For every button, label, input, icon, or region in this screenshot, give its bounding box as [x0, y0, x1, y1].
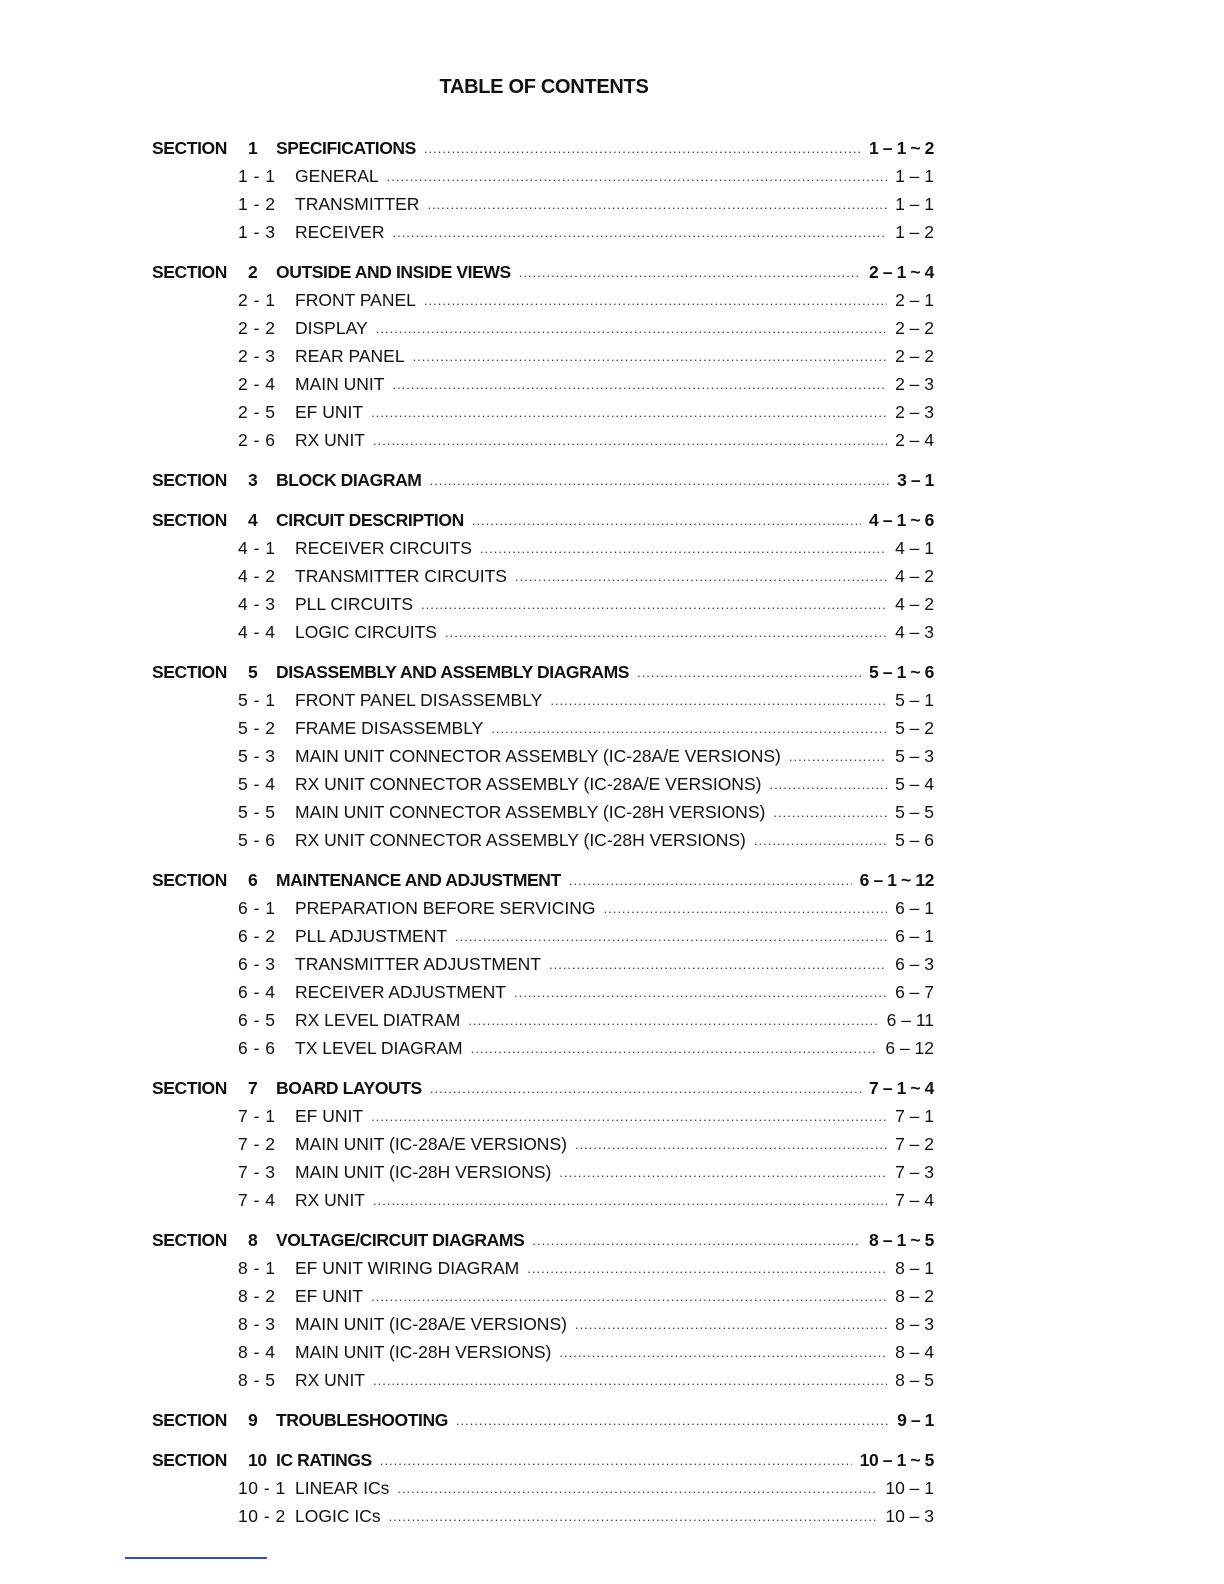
leader-dots: [389, 1509, 878, 1524]
subsection-number: 6 - 5: [238, 1009, 276, 1030]
toc-subsection-entry[interactable]: [152, 342, 934, 370]
subsection-title: FRONT PANEL DISASSEMBLY: [295, 689, 543, 710]
subsection-page: 5 – 5: [895, 801, 934, 822]
subsection-title: PLL ADJUSTMENT: [295, 925, 448, 946]
subsection-number: 4 - 3: [238, 593, 276, 614]
subsection-page: 4 – 3: [895, 621, 934, 642]
subsection-page: 8 – 3: [895, 1313, 934, 1334]
section-page-range: 9 – 1: [897, 1409, 934, 1430]
leader-dots: [472, 513, 861, 528]
toc-section-entry[interactable]: [152, 506, 934, 534]
section-page-range: 5 – 1 ~ 6: [869, 661, 934, 682]
subsection-page: 2 – 1: [895, 289, 934, 310]
leader-dots: [392, 225, 887, 240]
section-number: 10: [248, 1449, 267, 1470]
toc-subsection-entry[interactable]: [152, 1006, 934, 1034]
subsection-number: 4 - 2: [238, 565, 276, 586]
footer-rule: [125, 1557, 267, 1559]
toc-section-entry[interactable]: [152, 258, 934, 286]
toc-section-entry[interactable]: [152, 1446, 934, 1474]
subsection-title: EF UNIT: [295, 401, 364, 422]
subsection-page: 1 – 1: [895, 193, 934, 214]
subsection-page: 10 – 3: [885, 1505, 934, 1526]
toc-subsection-entry[interactable]: [152, 1130, 934, 1158]
subsection-number: 6 - 6: [238, 1037, 276, 1058]
section-number: 2: [248, 261, 258, 282]
subsection-page: 5 – 2: [895, 717, 934, 738]
subsection-title: EF UNIT: [295, 1285, 364, 1306]
subsection-page: 8 – 5: [895, 1369, 934, 1390]
leader-dots: [769, 777, 887, 792]
subsection-page: 5 – 1: [895, 689, 934, 710]
subsection-page: 6 – 1: [895, 897, 934, 918]
subsection-page: 8 – 2: [895, 1285, 934, 1306]
subsection-page: 5 – 3: [895, 745, 934, 766]
subsection-number: 7 - 4: [238, 1189, 276, 1210]
subsection-title: TRANSMITTER CIRCUITS: [295, 565, 507, 586]
toc-subsection-entry[interactable]: [152, 190, 934, 218]
leader-dots: [754, 833, 887, 848]
toc-subsection-entry[interactable]: [152, 426, 934, 454]
leader-dots: [373, 433, 887, 448]
leader-dots: [371, 1109, 887, 1124]
subsection-number: 2 - 6: [238, 429, 276, 450]
leader-dots: [789, 749, 887, 764]
section-page-range: 6 – 1 ~ 12: [859, 869, 934, 890]
toc-subsection-entry[interactable]: [152, 562, 934, 590]
leader-dots: [445, 625, 887, 640]
subsection-page: 7 – 4: [895, 1189, 934, 1210]
subsection-number: 10 - 1: [238, 1477, 286, 1498]
toc-subsection-entry[interactable]: [152, 686, 934, 714]
subsection-number: 2 - 1: [238, 289, 276, 310]
toc-subsection-entry[interactable]: [152, 714, 934, 742]
toc-subsection-entry[interactable]: [152, 1338, 934, 1366]
subsection-title: TRANSMITTER: [295, 193, 420, 214]
leader-dots: [549, 957, 887, 972]
subsection-number: 6 - 2: [238, 925, 276, 946]
subsection-title: RX UNIT: [295, 429, 365, 450]
subsection-number: 8 - 5: [238, 1369, 276, 1390]
section-page-range: 10 – 1 ~ 5: [859, 1449, 934, 1470]
subsection-title: GENERAL: [295, 165, 379, 186]
leader-dots: [519, 265, 861, 280]
section-number: 8: [248, 1229, 258, 1250]
subsection-title: LINEAR ICs: [295, 1477, 390, 1498]
section-label: SECTION: [152, 661, 227, 682]
toc-subsection-entry[interactable]: [152, 534, 934, 562]
toc-subsection-entry[interactable]: [152, 162, 934, 190]
leader-dots: [550, 693, 887, 708]
subsection-page: 2 – 4: [895, 429, 934, 450]
subsection-number: 5 - 6: [238, 829, 276, 850]
toc-section-entry[interactable]: [152, 134, 934, 162]
subsection-number: 8 - 4: [238, 1341, 276, 1362]
leader-dots: [575, 1137, 887, 1152]
leader-dots: [421, 597, 887, 612]
leader-dots: [371, 405, 887, 420]
section-number: 7: [248, 1077, 258, 1098]
subsection-page: 1 – 1: [895, 165, 934, 186]
subsection-page: 6 – 7: [895, 981, 934, 1002]
toc-section-entry[interactable]: [152, 866, 934, 894]
section-label: SECTION: [152, 469, 227, 490]
subsection-page: 5 – 4: [895, 773, 934, 794]
toc-section-entry[interactable]: [152, 1226, 934, 1254]
subsection-title: MAIN UNIT: [295, 373, 385, 394]
toc-subsection-entry[interactable]: [152, 1282, 934, 1310]
section-title: DISASSEMBLY AND ASSEMBLY DIAGRAMS: [276, 661, 630, 682]
subsection-title: DISPLAY: [295, 317, 368, 338]
subsection-title: FRAME DISASSEMBLY: [295, 717, 484, 738]
subsection-page: 10 – 1: [885, 1477, 934, 1498]
subsection-number: 5 - 1: [238, 689, 276, 710]
section-title: BOARD LAYOUTS: [276, 1077, 422, 1098]
subsection-number: 8 - 2: [238, 1285, 276, 1306]
toc-section-entry[interactable]: [152, 1406, 934, 1434]
toc-section-entry[interactable]: [152, 466, 934, 494]
subsection-title: MAIN UNIT (IC-28A/E VERSIONS): [295, 1133, 567, 1154]
subsection-number: 4 - 1: [238, 537, 276, 558]
subsection-title: LOGIC ICs: [295, 1505, 381, 1526]
leader-dots: [373, 1193, 887, 1208]
section-label: SECTION: [152, 261, 227, 282]
subsection-title: REAR PANEL: [295, 345, 405, 366]
toc-subsection-entry[interactable]: [152, 590, 934, 618]
toc-subsection-entry[interactable]: [152, 1474, 934, 1502]
section-label: SECTION: [152, 1229, 227, 1250]
section-number: 6: [248, 869, 258, 890]
section-page-range: 2 – 1 ~ 4: [869, 261, 934, 282]
leader-dots: [603, 901, 887, 916]
subsection-page: 6 – 12: [885, 1037, 934, 1058]
leader-dots: [468, 1013, 878, 1028]
section-label: SECTION: [152, 137, 227, 158]
toc-subsection-entry[interactable]: [152, 398, 934, 426]
leader-dots: [380, 1453, 852, 1468]
subsection-number: 2 - 3: [238, 345, 276, 366]
subsection-page: 2 – 2: [895, 317, 934, 338]
subsection-title: FRONT PANEL: [295, 289, 416, 310]
leader-dots: [427, 197, 887, 212]
toc-subsection-entry[interactable]: [152, 1186, 934, 1214]
toc-subsection-entry[interactable]: [152, 218, 934, 246]
subsection-title: RX UNIT: [295, 1369, 365, 1390]
subsection-number: 8 - 1: [238, 1257, 276, 1278]
subsection-number: 7 - 2: [238, 1133, 276, 1154]
section-number: 1: [248, 137, 258, 158]
section-label: SECTION: [152, 1077, 227, 1098]
leader-dots: [480, 541, 887, 556]
toc-subsection-entry[interactable]: [152, 370, 934, 398]
leader-dots: [575, 1317, 887, 1332]
subsection-page: 2 – 3: [895, 373, 934, 394]
subsection-title: TX LEVEL DIAGRAM: [295, 1037, 463, 1058]
leader-dots: [371, 1289, 887, 1304]
leader-dots: [424, 141, 861, 156]
section-number: 9: [248, 1409, 258, 1430]
subsection-title: MAIN UNIT CONNECTOR ASSEMBLY (IC-28A/E VERSIONS): [295, 745, 781, 766]
subsection-title: PREPARATION BEFORE SERVICING: [295, 897, 596, 918]
subsection-title: MAIN UNIT (IC-28A/E VERSIONS): [295, 1313, 567, 1334]
subsection-number: 1 - 3: [238, 221, 276, 242]
leader-dots: [569, 873, 852, 888]
toc-section-entry[interactable]: [152, 658, 934, 686]
section-number: 4: [248, 509, 258, 530]
section-title: IC RATINGS: [276, 1449, 372, 1470]
toc-subsection-entry[interactable]: [152, 1366, 934, 1394]
subsection-title: MAIN UNIT (IC-28H VERSIONS): [295, 1161, 552, 1182]
subsection-page: 4 – 2: [895, 593, 934, 614]
subsection-page: 4 – 2: [895, 565, 934, 586]
subsection-number: 4 - 4: [238, 621, 276, 642]
subsection-title: RECEIVER ADJUSTMENT: [295, 981, 506, 1002]
leader-dots: [471, 1041, 878, 1056]
leader-dots: [527, 1261, 887, 1276]
table-of-contents: [152, 134, 934, 1530]
leader-dots: [392, 377, 887, 392]
leader-dots: [413, 349, 887, 364]
subsection-number: 1 - 2: [238, 193, 276, 214]
leader-dots: [430, 1081, 861, 1096]
toc-subsection-entry[interactable]: [152, 1034, 934, 1062]
leader-dots: [424, 293, 887, 308]
toc-subsection-entry[interactable]: [152, 950, 934, 978]
leader-dots: [515, 569, 887, 584]
leader-dots: [559, 1165, 887, 1180]
toc-subsection-entry[interactable]: [152, 742, 934, 770]
subsection-page: 2 – 2: [895, 345, 934, 366]
toc-subsection-entry[interactable]: [152, 770, 934, 798]
section-number: 3: [248, 469, 258, 490]
subsection-title: EF UNIT: [295, 1105, 364, 1126]
toc-subsection-entry[interactable]: [152, 798, 934, 826]
section-label: SECTION: [152, 869, 227, 890]
section-label: SECTION: [152, 509, 227, 530]
section-label: SECTION: [152, 1409, 227, 1430]
leader-dots: [532, 1233, 861, 1248]
leader-dots: [373, 1373, 887, 1388]
leader-dots: [773, 805, 887, 820]
subsection-number: 2 - 2: [238, 317, 276, 338]
section-title: OUTSIDE AND INSIDE VIEWS: [276, 261, 511, 282]
section-page-range: 1 – 1 ~ 2: [869, 137, 934, 158]
subsection-number: 2 - 4: [238, 373, 276, 394]
page-title: TABLE OF CONTENTS: [439, 76, 649, 98]
subsection-page: 5 – 6: [895, 829, 934, 850]
subsection-page: 1 – 2: [895, 221, 934, 242]
subsection-page: 7 – 2: [895, 1133, 934, 1154]
leader-dots: [456, 1413, 889, 1428]
subsection-number: 6 - 3: [238, 953, 276, 974]
toc-subsection-entry[interactable]: [152, 286, 934, 314]
section-title: CIRCUIT DESCRIPTION: [276, 509, 464, 530]
subsection-title: RX LEVEL DIATRAM: [295, 1009, 461, 1030]
subsection-title: RECEIVER: [295, 221, 385, 242]
section-title: BLOCK DIAGRAM: [276, 469, 422, 490]
toc-subsection-entry[interactable]: [152, 894, 934, 922]
leader-dots: [429, 473, 889, 488]
subsection-title: MAIN UNIT (IC-28H VERSIONS): [295, 1341, 552, 1362]
subsection-page: 6 – 1: [895, 925, 934, 946]
subsection-number: 8 - 3: [238, 1313, 276, 1334]
toc-subsection-entry[interactable]: [152, 1158, 934, 1186]
toc-subsection-entry[interactable]: [152, 1254, 934, 1282]
subsection-page: 8 – 1: [895, 1257, 934, 1278]
subsection-title: MAIN UNIT CONNECTOR ASSEMBLY (IC-28H VERSIONS): [295, 801, 766, 822]
leader-dots: [637, 665, 861, 680]
subsection-number: 6 - 4: [238, 981, 276, 1002]
leader-dots: [559, 1345, 887, 1360]
subsection-title: RECEIVER CIRCUITS: [295, 537, 472, 558]
subsection-number: 7 - 3: [238, 1161, 276, 1182]
subsection-page: 2 – 3: [895, 401, 934, 422]
toc-subsection-entry[interactable]: [152, 978, 934, 1006]
subsection-number: 7 - 1: [238, 1105, 276, 1126]
section-title: SPECIFICATIONS: [276, 137, 416, 158]
toc-subsection-entry[interactable]: [152, 826, 934, 854]
subsection-number: 5 - 2: [238, 717, 276, 738]
section-label: SECTION: [152, 1449, 227, 1470]
subsection-page: 4 – 1: [895, 537, 934, 558]
section-page-range: 3 – 1: [897, 469, 934, 490]
subsection-title: RX UNIT: [295, 1189, 365, 1210]
subsection-number: 5 - 4: [238, 773, 276, 794]
subsection-number: 2 - 5: [238, 401, 276, 422]
subsection-title: LOGIC CIRCUITS: [295, 621, 437, 642]
toc-subsection-entry[interactable]: [152, 1102, 934, 1130]
leader-dots: [455, 929, 887, 944]
section-title: TROUBLESHOOTING: [276, 1409, 448, 1430]
leader-dots: [376, 321, 887, 336]
toc-section-entry[interactable]: [152, 1074, 934, 1102]
subsection-page: 8 – 4: [895, 1341, 934, 1362]
leader-dots: [491, 721, 887, 736]
subsection-title: RX UNIT CONNECTOR ASSEMBLY (IC-28A/E VERSIONS): [295, 773, 762, 794]
subsection-number: 5 - 3: [238, 745, 276, 766]
subsection-title: TRANSMITTER ADJUSTMENT: [295, 953, 541, 974]
toc-subsection-entry[interactable]: [152, 314, 934, 342]
leader-dots: [387, 169, 887, 184]
toc-subsection-entry[interactable]: [152, 618, 934, 646]
section-title: VOLTAGE/CIRCUIT DIAGRAMS: [276, 1229, 525, 1250]
subsection-page: 7 – 3: [895, 1161, 934, 1182]
leader-dots: [397, 1481, 877, 1496]
subsection-page: 6 – 3: [895, 953, 934, 974]
subsection-number: 5 - 5: [238, 801, 276, 822]
subsection-page: 6 – 11: [886, 1009, 934, 1030]
subsection-page: 7 – 1: [895, 1105, 934, 1126]
leader-dots: [514, 985, 887, 1000]
section-page-range: 4 – 1 ~ 6: [869, 509, 934, 530]
subsection-number: 1 - 1: [238, 165, 276, 186]
section-page-range: 7 – 1 ~ 4: [869, 1077, 934, 1098]
section-number: 5: [248, 661, 258, 682]
subsection-number: 10 - 2: [238, 1505, 286, 1526]
toc-subsection-entry[interactable]: [152, 1310, 934, 1338]
toc-subsection-entry[interactable]: [152, 1502, 934, 1530]
subsection-title: PLL CIRCUITS: [295, 593, 413, 614]
section-title: MAINTENANCE AND ADJUSTMENT: [276, 869, 561, 890]
section-page-range: 8 – 1 ~ 5: [869, 1229, 934, 1250]
subsection-title: RX UNIT CONNECTOR ASSEMBLY (IC-28H VERSIONS): [295, 829, 746, 850]
subsection-number: 6 - 1: [238, 897, 276, 918]
toc-subsection-entry[interactable]: [152, 922, 934, 950]
subsection-title: EF UNIT WIRING DIAGRAM: [295, 1257, 520, 1278]
